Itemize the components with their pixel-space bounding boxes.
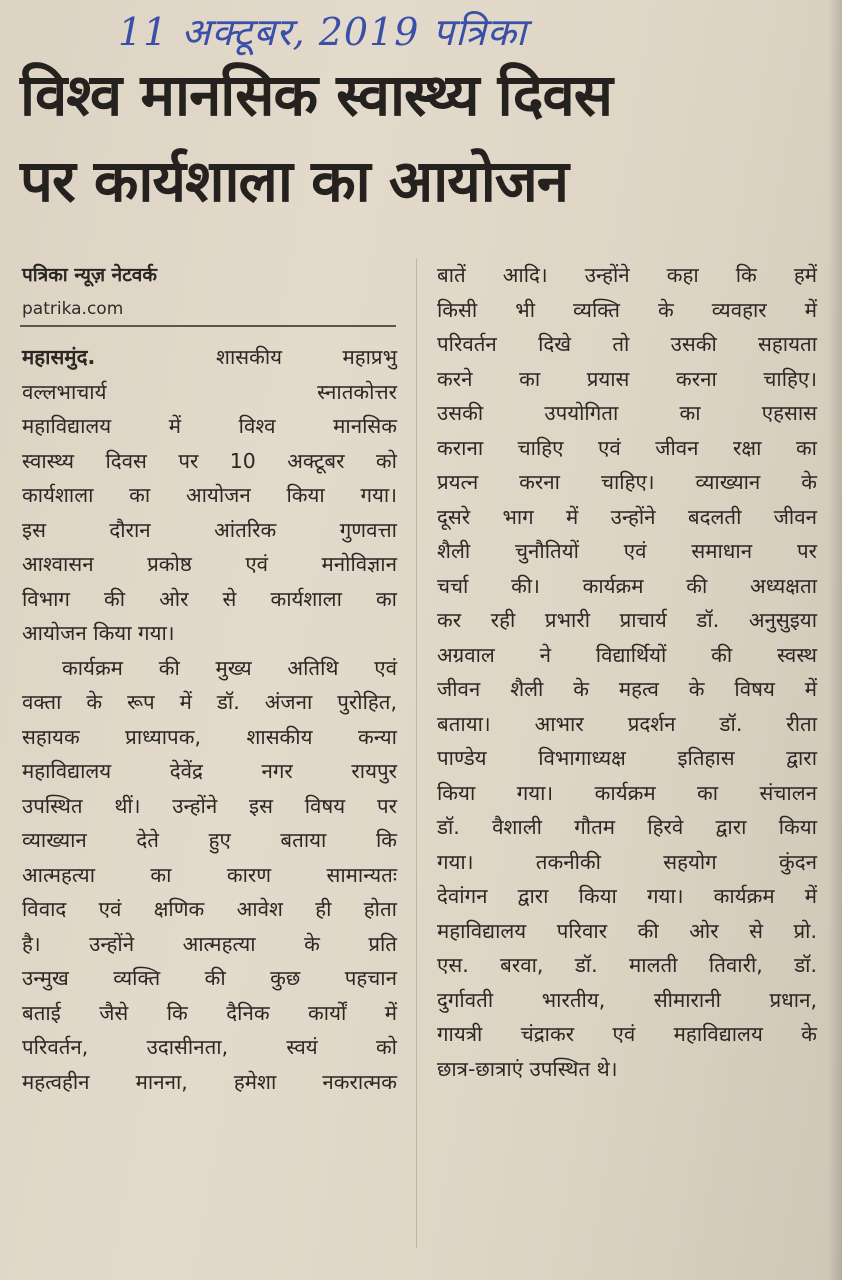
article-line: महत्वहीन मानना, हमेशा नकरात्मक xyxy=(22,1069,397,1094)
article-line: आयोजन किया गया। xyxy=(22,621,175,645)
article-line: महाविद्यालय में विश्व मानसिक xyxy=(22,414,397,438)
article-line: देवांगन द्वारा किया गया। कार्यक्रम में xyxy=(437,884,817,908)
headline-line-1: विश्व मानसिक स्वास्थ्य दिवस xyxy=(20,61,612,129)
article-line: बताया। आभार प्रदर्शन डॉ. रीता xyxy=(437,711,817,736)
article-line: कार्यक्रम की मुख्य अतिथि एवं xyxy=(62,655,397,680)
headline-line-2: पर कार्यशाला का आयोजन xyxy=(20,147,568,215)
headline xyxy=(20,52,820,224)
article-line: एस. बरवा, डॉ. मालती तिवारी, डॉ. xyxy=(437,953,817,977)
article-line: शैली चुनौतियों एवं समाधान पर xyxy=(437,539,817,563)
site-name: patrika.com xyxy=(22,299,124,319)
article-line: उपस्थित थीं। उन्होंने इस विषय पर xyxy=(22,793,397,818)
column-divider xyxy=(416,258,417,1248)
article-line: कराना चाहिए एवं जीवन रक्षा का xyxy=(437,435,817,460)
article-line xyxy=(22,340,397,375)
article-line: गायत्री चंद्राकर एवं महाविद्यालय के xyxy=(437,1022,817,1046)
article-line: महाविद्यालय देवेंद्र नगर रायपुर xyxy=(22,759,397,783)
article-line: कार्यशाला का आयोजन किया गया। xyxy=(22,483,397,507)
article-line: व्याख्यान देते हुए बताया कि xyxy=(22,828,397,852)
article-line: डॉ. वैशाली गौतम हिरवे द्वारा किया xyxy=(437,815,817,839)
article-line: गया। तकनीकी सहयोग कुंदन xyxy=(437,849,817,874)
article-column-left xyxy=(22,340,397,1099)
article-line: आश्वासन प्रकोष्ठ एवं मनोविज्ञान xyxy=(22,552,397,576)
article-line: परिवर्तन दिखे तो उसकी सहायता xyxy=(437,332,817,356)
article-line: कर रही प्रभारी प्राचार्य डॉ. अनुसुइया xyxy=(437,608,817,632)
article-line: चर्चा की। कार्यक्रम की अध्यक्षता xyxy=(437,573,817,598)
article-line: सहायक प्राध्यापक, शासकीय कन्या xyxy=(22,724,397,749)
article-line: वल्लभाचार्य स्नातकोत्तर xyxy=(22,379,397,404)
article-line: बातें आदि। उन्होंने कहा कि हमें xyxy=(437,263,817,287)
article-line: किसी भी व्यक्ति के व्यवहार में xyxy=(437,297,817,322)
article-line: किया गया। कार्यक्रम का संचालन xyxy=(437,780,817,805)
article-line: करने का प्रयास करना चाहिए। xyxy=(437,366,817,391)
article-line: दुर्गावती भारतीय, सीमारानी प्रधान, xyxy=(437,987,817,1012)
byline-divider xyxy=(20,325,396,327)
article-line: पाण्डेय विभागाध्यक्ष इतिहास द्वारा xyxy=(437,746,817,770)
article-line: छात्र-छात्राएं उपस्थित थे। xyxy=(437,1056,618,1081)
article-line: बताई जैसे कि दैनिक कार्यों में xyxy=(22,1000,397,1025)
page-fold-shadow xyxy=(828,0,842,1280)
article-line-text: शासकीय महाप्रभु xyxy=(216,345,397,369)
article-line: उसकी उपयोगिता का एहसास xyxy=(437,401,817,425)
article-line: परिवर्तन, उदासीनता, स्वयं को xyxy=(22,1035,397,1059)
article-line: दूसरे भाग में उन्होंने बदलती जीवन xyxy=(437,504,817,529)
article-line: विवाद एवं क्षणिक आवेश ही होता xyxy=(22,897,397,921)
article-column-right xyxy=(437,258,817,1086)
dateline: महासमुंद. xyxy=(22,345,96,369)
article-line: विभाग की ओर से कार्यशाला का xyxy=(22,586,397,611)
article-line: वक्ता के रूप में डॉ. अंजना पुरोहित, xyxy=(22,690,397,714)
article-line: महाविद्यालय परिवार की ओर से प्रो. xyxy=(437,918,817,943)
handwritten-date-note: 11 अक्टूबर, 2019 पत्रिका xyxy=(118,10,527,54)
article-line: प्रयत्न करना चाहिए। व्याख्यान के xyxy=(437,470,817,494)
article-line: इस दौरान आंतरिक गुणवत्ता xyxy=(22,517,397,542)
article-line: है। उन्होंने आत्महत्या के प्रति xyxy=(22,931,397,956)
article-line: उन्मुख व्यक्ति की कुछ पहचान xyxy=(22,966,397,990)
article-line: अग्रवाल ने विद्यार्थियों की स्वस्थ xyxy=(437,642,817,667)
byline: पत्रिका न्यूज़ नेटवर्क xyxy=(22,264,157,286)
article-line: आत्महत्या का कारण सामान्यतः xyxy=(22,862,397,887)
article-line: स्वास्थ्य दिवस पर 10 अक्टूबर को xyxy=(22,448,397,473)
article-line: जीवन शैली के महत्व के विषय में xyxy=(437,677,817,701)
